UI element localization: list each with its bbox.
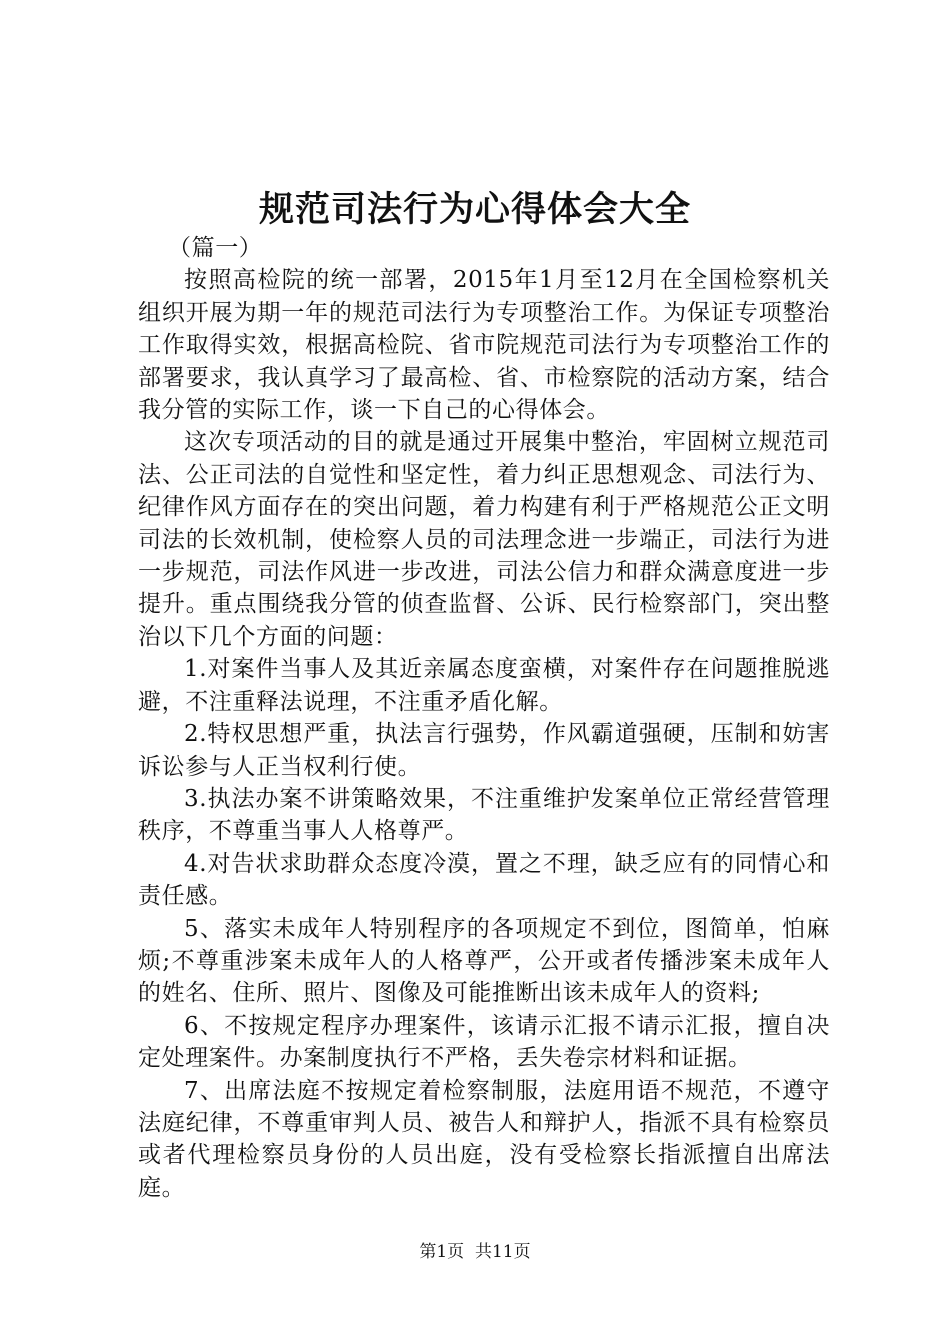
list-item-4: 4.对告状求助群众态度冷漠，置之不理，缺乏应有的同情心和责任感。: [138, 850, 830, 910]
page-footer: [0, 1240, 950, 1264]
page-number: 第1页 共11页: [419, 1242, 531, 1262]
document-title: 规范司法行为心得体会大全: [258, 189, 691, 230]
list-item-7: 7、出席法庭不按规定着检察制服，法庭用语不规范，不遵守法庭纪律，不尊重审判人员、被告人和辩护人，指派不具有检察员或者代理检察员身份的人员出庭，没有受检察长指派擅自出席法庭。: [138, 1077, 830, 1201]
paragraph-purpose: 这次专项活动的目的就是通过开展集中整治，牢固树立规范司法、公正司法的自觉性和坚定性，着力纠正思想观念、司法行为、纪律作风方面存在的突出问题，着力构建有利于严格规范公正文明司法的长效机制，使检察人员的司法理念进一步端正，司法行为进一步规范，司法作风进一步改进，司法公信力和群众满意度进一步提升。重点围绕我分管的侦查监督、公诉、民行检察部门，突出整治以下几个方面的问题：: [138, 429, 830, 650]
list-item-3: 3.执法办案不讲策略效果，不注重维护发案单位正常经营管理秩序，不尊重当事人人格尊严。: [138, 785, 830, 845]
list-item-1: 1.对案件当事人及其近亲属态度蛮横，对案件存在问题推脱逃避，不注重释法说理，不注重矛盾化解。: [138, 656, 830, 715]
section-label: （篇一）: [168, 235, 263, 261]
paragraph-intro: 按照高检院的统一部署，2015年1月至12月在全国检察机关组织开展为期一年的规范司法行为专项整治工作。为保证专项整治工作取得实效，根据高检院、省市院规范司法行为专项整治工作的部署要求，我认真学习了最高检、省、市检察院的活动方案，结合我分管的实际工作，谈一下自己的心得体会。: [138, 267, 830, 424]
list-item-6: 6、不按规定程序办理案件，该请示汇报不请示汇报，擅自决定处理案件。办案制度执行不严格，丢失卷宗材料和证据。: [138, 1012, 830, 1072]
document-body: [138, 232, 830, 1204]
list-item-2: 2.特权思想严重，执法言行强势，作风霸道强硬，压制和妨害诉讼参与人正当权利行使。: [138, 721, 830, 780]
list-item-5: 5、落实未成年人特别程序的各项规定不到位，图简单，怕麻烦;不尊重涉案未成年人的人格尊严，公开或者传播涉案未成年人的姓名、住所、照片、图像及可能推断出该未成年人的资料;: [138, 915, 830, 1007]
